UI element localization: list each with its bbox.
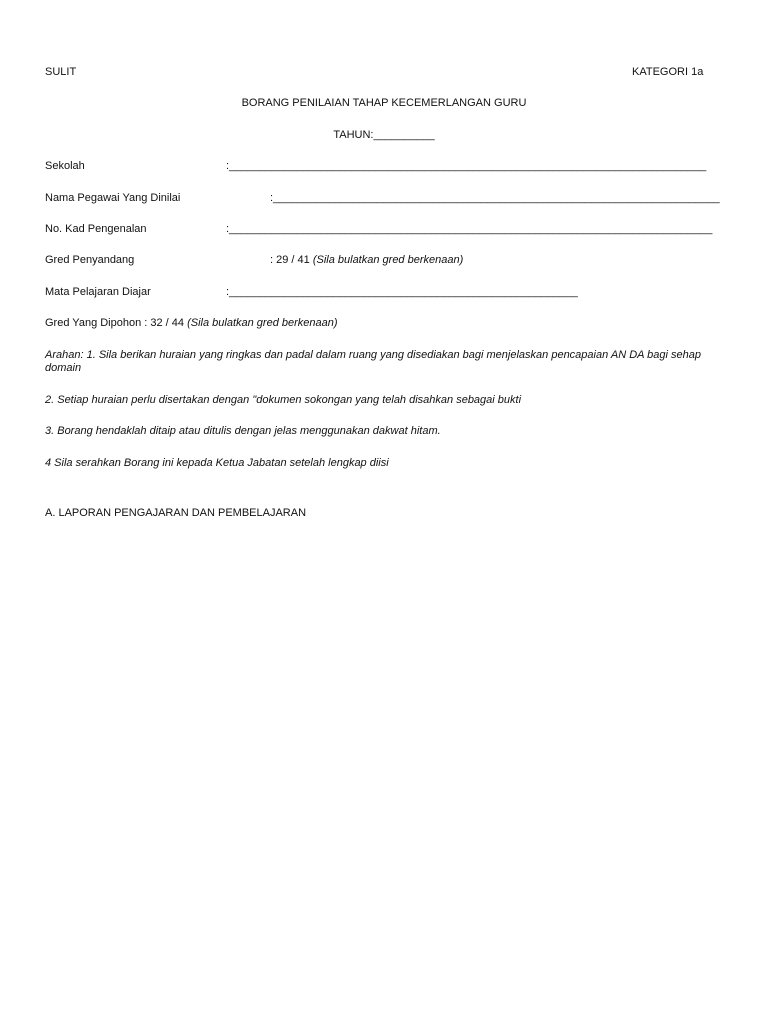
mata-pelajaran-field[interactable]: :_________________________________________________________ bbox=[226, 286, 578, 298]
section-a-heading: A. LAPORAN PENGAJARAN DAN PEMBELAJARAN bbox=[45, 507, 307, 519]
header-kategori: KATEGORI 1a bbox=[632, 66, 704, 78]
sekolah-label: Sekolah bbox=[45, 160, 85, 172]
instruction-2: 2. Setiap huraian perlu disertakan dengan "dokumen sokongan yang telah disahkan sebagai bukti bbox=[45, 394, 522, 406]
mata-pelajaran-label: Mata Pelajaran Diajar bbox=[45, 286, 151, 298]
gred-dipohon-label[interactable]: Gred Yang Dipohon : 32 / 44 bbox=[45, 317, 185, 329]
nama-label: Nama Pegawai Yang Dinilai bbox=[45, 192, 181, 204]
instruction-3: 3. Borang hendaklah ditaip atau ditulis dengan jelas menggunakan dakwat hitam. bbox=[45, 425, 441, 437]
form-title: BORANG PENILAIAN TAHAP KECEMERLANGAN GURU bbox=[241, 97, 527, 109]
sekolah-field[interactable]: :______________________________________________________________________________ bbox=[226, 160, 707, 172]
gred-label: Gred Penyandang bbox=[45, 254, 135, 266]
gred-value[interactable]: : 29 / 41 bbox=[270, 254, 310, 266]
gred-note: (Sila bulatkan gred berkenaan) bbox=[312, 254, 464, 266]
ic-field[interactable]: :_______________________________________________________________________________ bbox=[226, 223, 713, 235]
instruction-1-continued: domain bbox=[45, 362, 82, 374]
year-blank[interactable]: __________ bbox=[373, 129, 435, 141]
gred-dipohon-note: (Sila bulatkan gred berkenaan) bbox=[187, 317, 338, 329]
instruction-1: Arahan: 1. Sila berikan huraian yang ringkas dan padal dalam ruang yang disediakan bagi menjelaskan pencapaian AN DA bagi sehap bbox=[45, 349, 701, 361]
gred-dipohon-row bbox=[45, 317, 338, 330]
ic-label: No. Kad Pengenalan bbox=[45, 223, 147, 235]
header-sulit: SULIT bbox=[45, 66, 77, 78]
year-row bbox=[0, 129, 768, 142]
nama-field[interactable]: :_________________________________________________________________________ bbox=[270, 192, 720, 204]
year-label: TAHUN: bbox=[333, 129, 374, 141]
instruction-4: 4 Sila serahkan Borang ini kepada Ketua Jabatan setelah lengkap diisi bbox=[45, 457, 389, 469]
gred-field bbox=[270, 254, 463, 267]
